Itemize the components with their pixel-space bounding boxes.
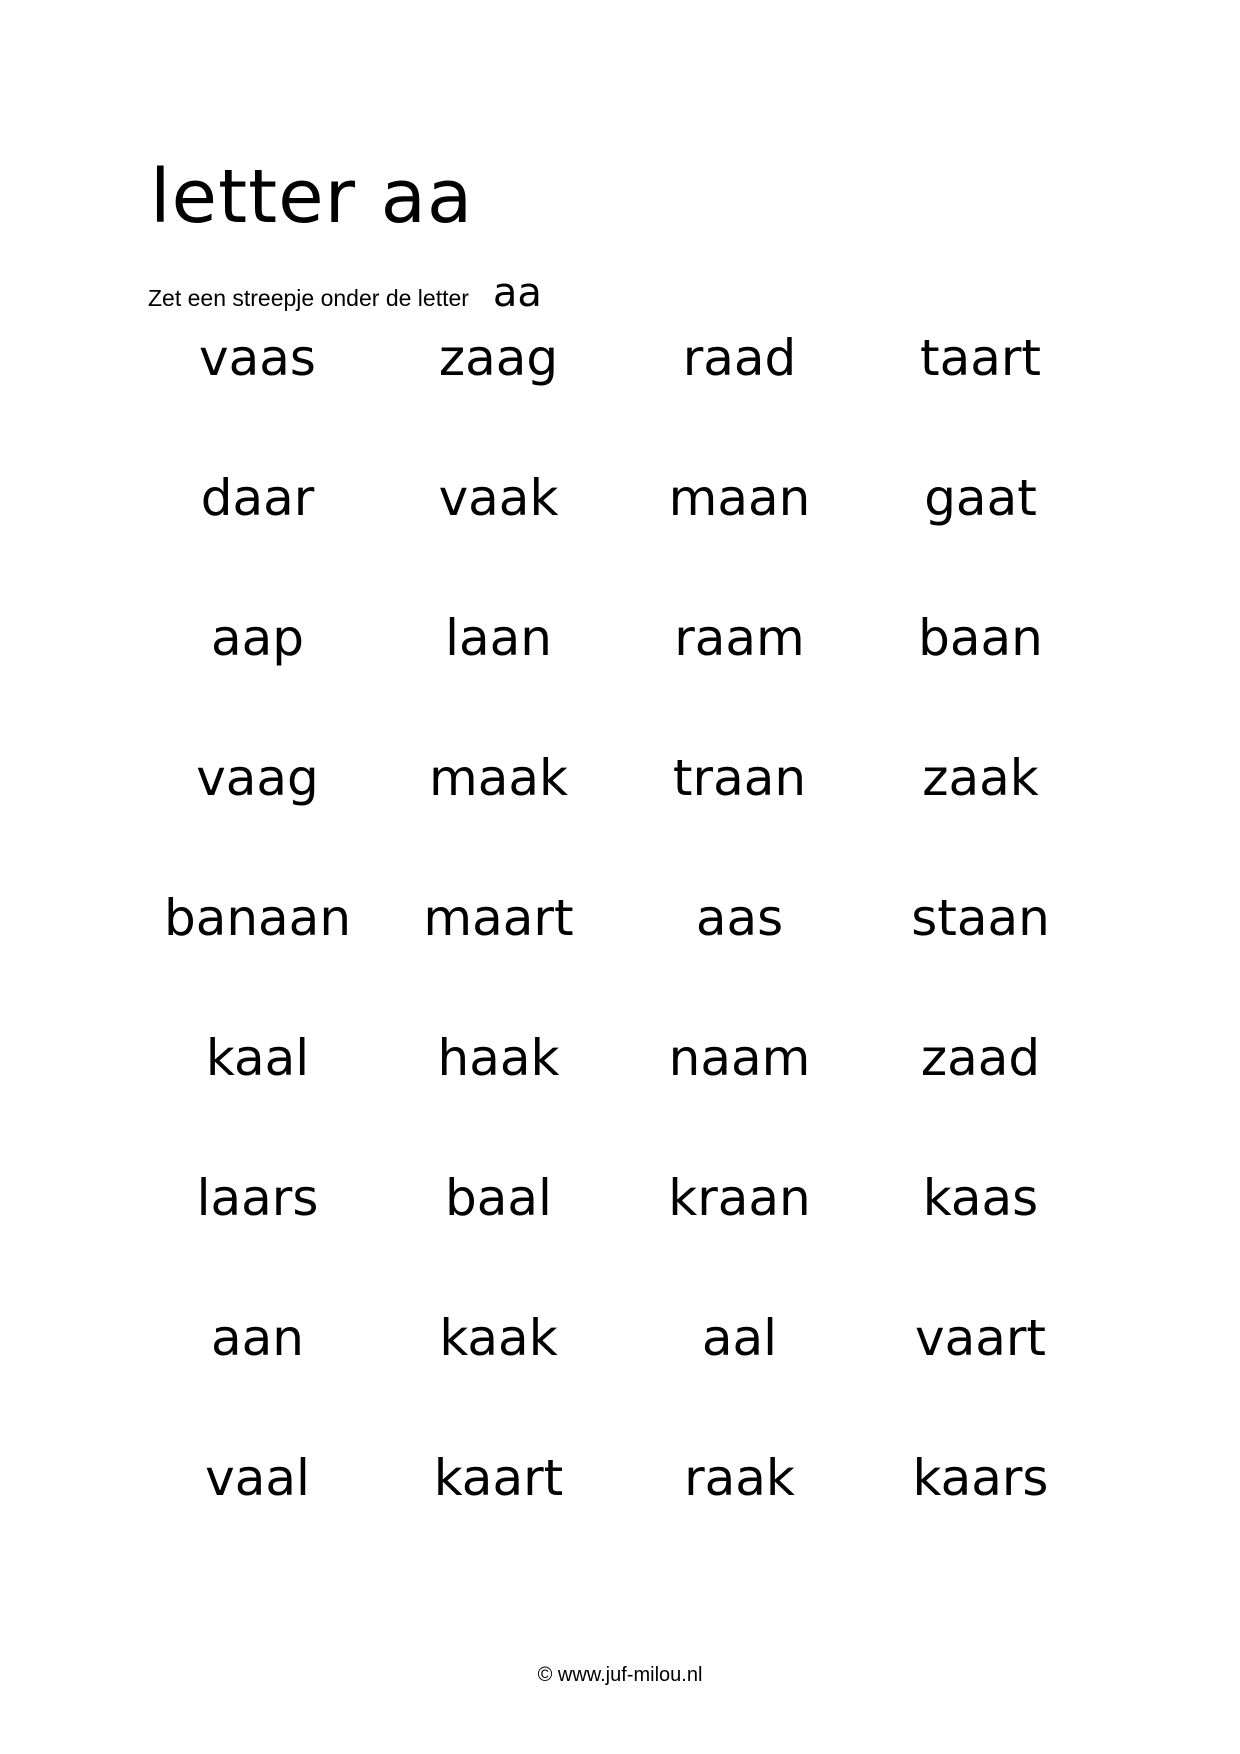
word: vaak [438, 469, 559, 527]
word: traan [672, 749, 807, 807]
word: zaag [438, 329, 559, 387]
instruction [148, 270, 542, 316]
word: staan [911, 889, 1050, 947]
word: aal [701, 1309, 778, 1367]
word: banaan [163, 889, 352, 947]
page-title: letter aa [150, 154, 474, 240]
word: taart [919, 329, 1042, 387]
word-grid [137, 318, 1101, 1578]
word: kaak [439, 1309, 558, 1367]
word: kaart [433, 1449, 564, 1507]
instruction-letter: aa [492, 270, 542, 316]
word: laan [445, 609, 552, 667]
word: baan [918, 609, 1043, 667]
word: vaas [199, 329, 316, 387]
word: laars [196, 1169, 319, 1227]
word: zaak [922, 749, 1039, 807]
word: maan [668, 469, 811, 527]
word: vaart [914, 1309, 1047, 1367]
word: raak [684, 1449, 795, 1507]
word: aap [210, 609, 305, 667]
word: raad [682, 329, 797, 387]
word: kaars [912, 1449, 1049, 1507]
word: daar [200, 469, 315, 527]
word: vaag [196, 749, 319, 807]
word: kraan [668, 1169, 811, 1227]
word: aas [695, 889, 784, 947]
word: zaad [920, 1029, 1041, 1087]
word: naam [668, 1029, 811, 1087]
word: vaal [205, 1449, 310, 1507]
word: kaas [922, 1169, 1039, 1227]
footer-copyright: © www.juf-milou.nl [537, 1664, 703, 1686]
word: aan [211, 1309, 304, 1367]
word: raam [674, 609, 805, 667]
instruction-text: Zet een streepje onder de letter [148, 285, 469, 311]
word: maak [429, 749, 568, 807]
word: kaal [205, 1029, 310, 1087]
word: baal [445, 1169, 552, 1227]
word: maart [423, 889, 574, 947]
word: haak [437, 1029, 560, 1087]
word: gaat [924, 469, 1037, 527]
